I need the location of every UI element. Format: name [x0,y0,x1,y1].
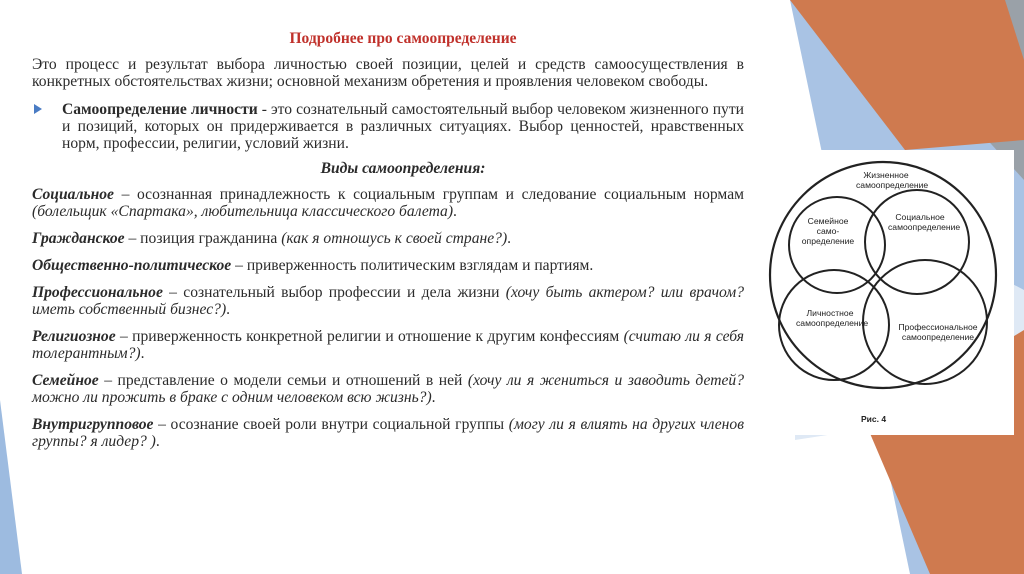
type-text: – позиция гражданина [124,230,282,247]
type-example: (хочу быть актером? или врачом? иметь собственный бизнес?) [32,284,744,318]
outer-circle [770,162,996,388]
label-personal: Личностное самоопределение [796,308,869,328]
type-text: – осознание своей роли внутри социальной группы [153,416,509,433]
type-term: Семейное [32,372,99,389]
type-text: – осознанная принадлежность к социальным группам и следование социальным нормам [113,186,744,203]
bullet-text: - это сознательный самостоятельный выбор человеком жизненного пути и позиций, которых он придерживается в различных ситуациях. Выбор ценностей, нравственных норм, профессии, религии, условий жизни. [62,101,744,152]
type-text: – представление о модели семьи и отношений в ней [98,372,468,389]
type-example: (хочу ли я жениться и заводить детей? можно ли прожить в браке с одним человеком всю жизнь?) [32,372,744,406]
slide-content [32,30,744,460]
slide-title: Подробнее про самоопределение [289,30,517,47]
type-entry-professional: Профессиональное – сознательный выбор профессии и дела жизни (хочу быть актером? или врачом? иметь собственный бизнес?). [32,284,744,318]
label-professional: Профессиональное самоопределение [898,322,978,342]
type-term: Общественно-политическое [32,257,232,274]
type-entry-social: Социальное – осознанная принадлежность к социальным группам и следование социальным нормам (болельщик «Спартака», любительница классического балета). [32,186,744,220]
type-entry-civil: Гражданское – позиция гражданина (как я отношусь к своей стране?). [32,230,512,247]
type-term: Гражданское [32,230,125,247]
bullet-term: Самоопределение личности [62,101,258,118]
intro-paragraph: Это процесс и результат выбора личностью своей позиции, целей и средств самоосуществления в конкретных обстоятельствах жизни; основной механизм обретения и проявления человеком свободы. [32,56,744,90]
diagram-figure [760,150,1014,435]
type-entry-political [32,257,744,274]
type-entry-ingroup: Внутригрупповое – осознание своей роли внутри социальной группы (могу ли я влиять на других членов группы? я лидер? ). [32,416,744,450]
type-term: Внутригрупповое [32,416,154,433]
type-example: (как я отношусь к своей стране?) [281,230,508,247]
type-term: Религиозное [32,328,116,345]
type-example: (могу ли я влиять на других членов группы? я лидер? ) [32,416,744,450]
type-text: – приверженность конкретной религии и отношение к другим конфессиям [115,328,624,345]
label-social: Социальное самоопределение [888,212,961,232]
type-term: Профессиональное [32,284,163,301]
bullet-arrow-icon [34,104,42,114]
type-entry-religious: Религиозное – приверженность конкретной религии и отношение к другим конфессиям (считаю ли я себя толерантным?). [32,328,745,362]
type-text: – приверженность политическим взглядам и партиям. [231,257,594,274]
label-outer: Жизненное самоопределение [856,170,929,190]
type-term: Социальное [32,186,114,203]
type-example: (болельщик «Спартака», любительница классического балета) [32,203,454,220]
figure-caption: Рис. 4 [861,414,887,424]
left-blue-shape [0,400,22,574]
bullet-item [32,101,744,152]
label-family: Семейное само- определение [801,216,855,246]
type-entry-family: Семейное – представление о модели семьи и отношений в ней (хочу ли я жениться и заводить детей? можно ли прожить в браке с одним человеком всю жизнь?). [32,372,744,406]
types-heading: Виды самоопределения: [320,160,486,177]
type-example: (считаю ли я себя толерантным?) [32,328,745,362]
type-text: – сознательный выбор профессии и дела жизни [162,284,506,301]
venn-diagram [760,150,1014,435]
